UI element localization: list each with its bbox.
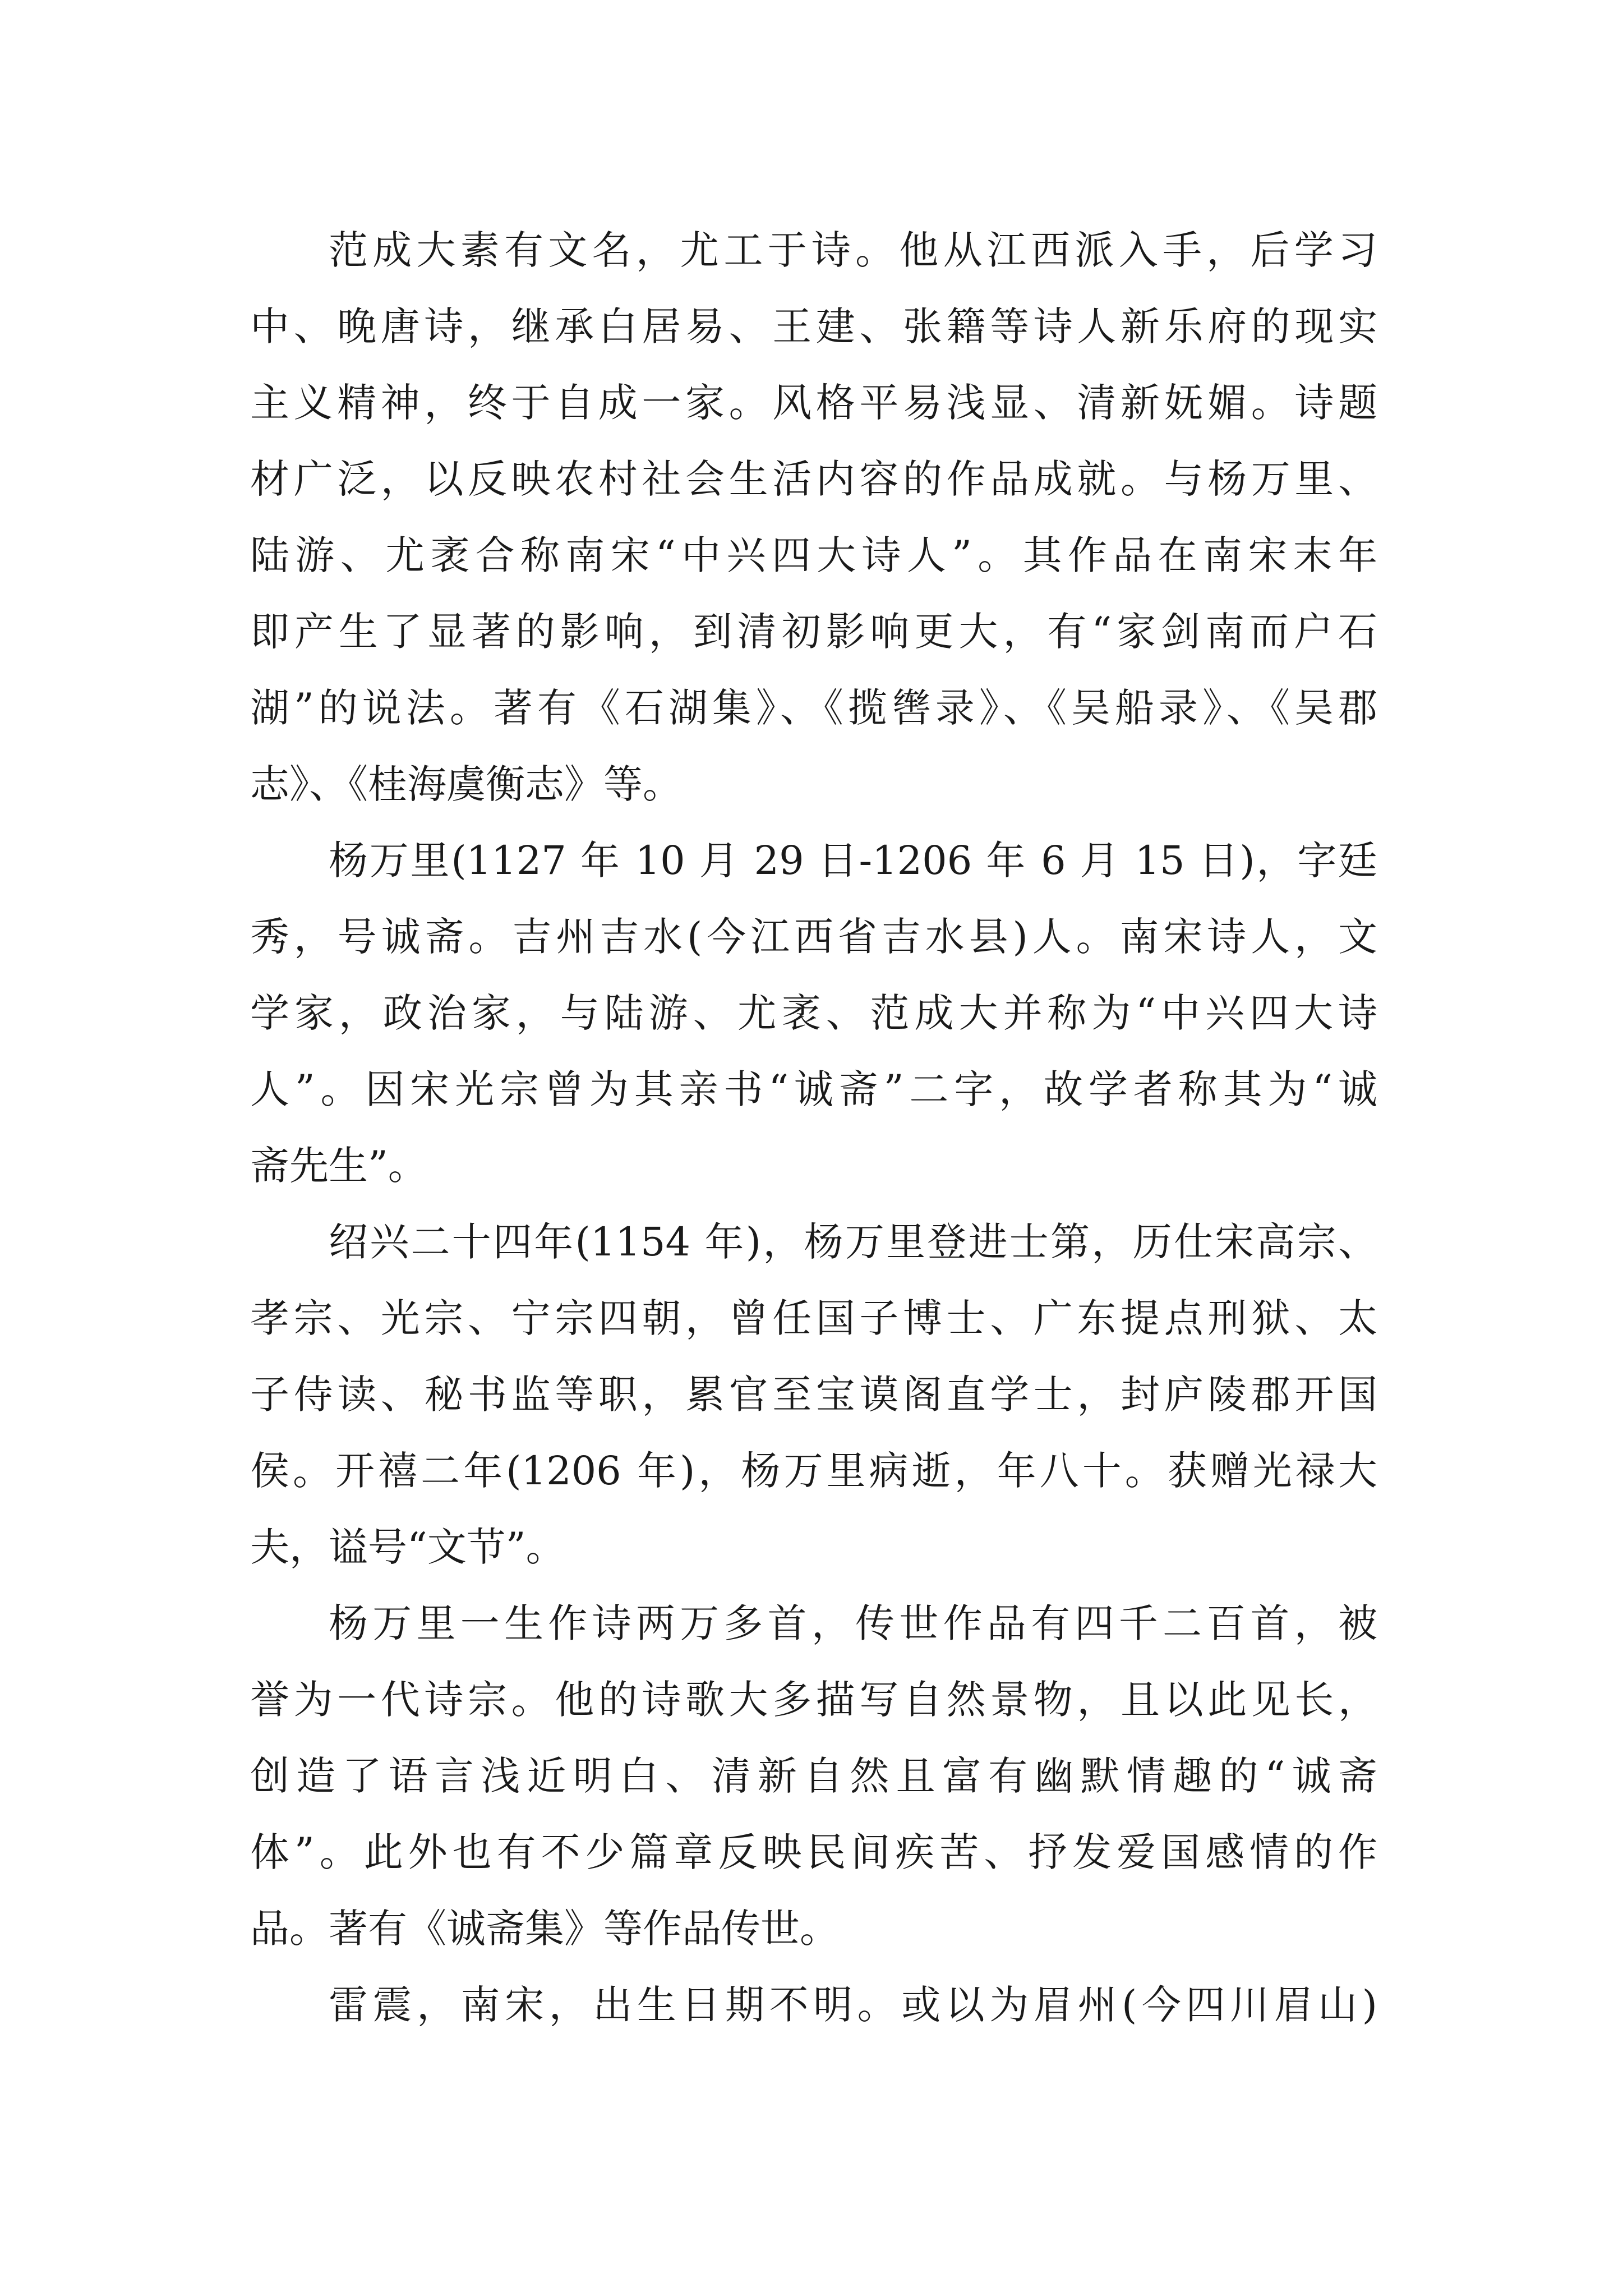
text-line: 斋先生”。 xyxy=(250,1143,427,1189)
text-line: 湖”的说法。著有《石湖集》、《揽辔录》、《吴船录》、《吴郡 xyxy=(250,685,1377,731)
text-line: 中、晚唐诗，继承白居易、王建、张籍等诗人新乐府的现实 xyxy=(250,303,1377,349)
text-line: 主义精神，终于自成一家。风格平易浅显、清新妩媚。诗题 xyxy=(250,380,1377,426)
body-text xyxy=(250,212,1377,2043)
text-line: 体”。此外也有不少篇章反映民间疾苦、抒发爱国感情的作 xyxy=(250,1829,1377,1875)
text-line: 即产生了显著的影响，到清初影响更大，有“家剑南而户石 xyxy=(250,609,1377,655)
text-line: 品。著有《诚斋集》等作品传世。 xyxy=(250,1906,839,1952)
text-line: 人”。因宋光宗曾为其亲书“诚斋”二字，故学者称其为“诚 xyxy=(250,1066,1377,1112)
text-line: 秀，号诚斋。吉州吉水(今江西省吉水县)人。南宋诗人，文 xyxy=(250,914,1377,960)
text-line: 夫，谥号“文节”。 xyxy=(250,1524,565,1570)
text-line: 范成大素有文名，尤工于诗。他从江西派入手，后学习 xyxy=(329,227,1377,273)
text-line: 子侍读、秘书监等职，累官至宝谟阁直学士，封庐陵郡开国 xyxy=(250,1372,1377,1418)
text-line: 孝宗、光宗、宁宗四朝，曾任国子博士、广东提点刑狱、太 xyxy=(250,1295,1377,1341)
text-line: 侯。开禧二年(1206 年)，杨万里病逝，年八十。获赠光禄大 xyxy=(250,1448,1377,1494)
text-line: 杨万里一生作诗两万多首，传世作品有四千二百首，被 xyxy=(329,1600,1377,1646)
text-line: 创造了语言浅近明白、清新自然且富有幽默情趣的“诚斋 xyxy=(250,1753,1377,1799)
text-line: 材广泛，以反映农村社会生活内容的作品成就。与杨万里、 xyxy=(250,456,1377,502)
text-line: 誉为一代诗宗。他的诗歌大多描写自然景物，且以此见长， xyxy=(250,1677,1377,1723)
text-line: 学家，政治家，与陆游、尤袤、范成大并称为“中兴四大诗 xyxy=(250,990,1377,1036)
text-line: 杨万里(1127 年 10 月 29 日-1206 年 6 月 15 日)，字廷 xyxy=(329,838,1377,884)
text-line: 雷震，南宋，出生日期不明。或以为眉州(今四川眉山) xyxy=(329,1982,1377,2028)
text-line: 绍兴二十四年(1154 年)，杨万里登进士第，历仕宋高宗、 xyxy=(329,1219,1377,1265)
text-line: 志》、《桂海虞衡志》等。 xyxy=(250,761,682,807)
text-line: 陆游、尤袤合称南宋“中兴四大诗人”。其作品在南宋末年 xyxy=(250,532,1377,578)
